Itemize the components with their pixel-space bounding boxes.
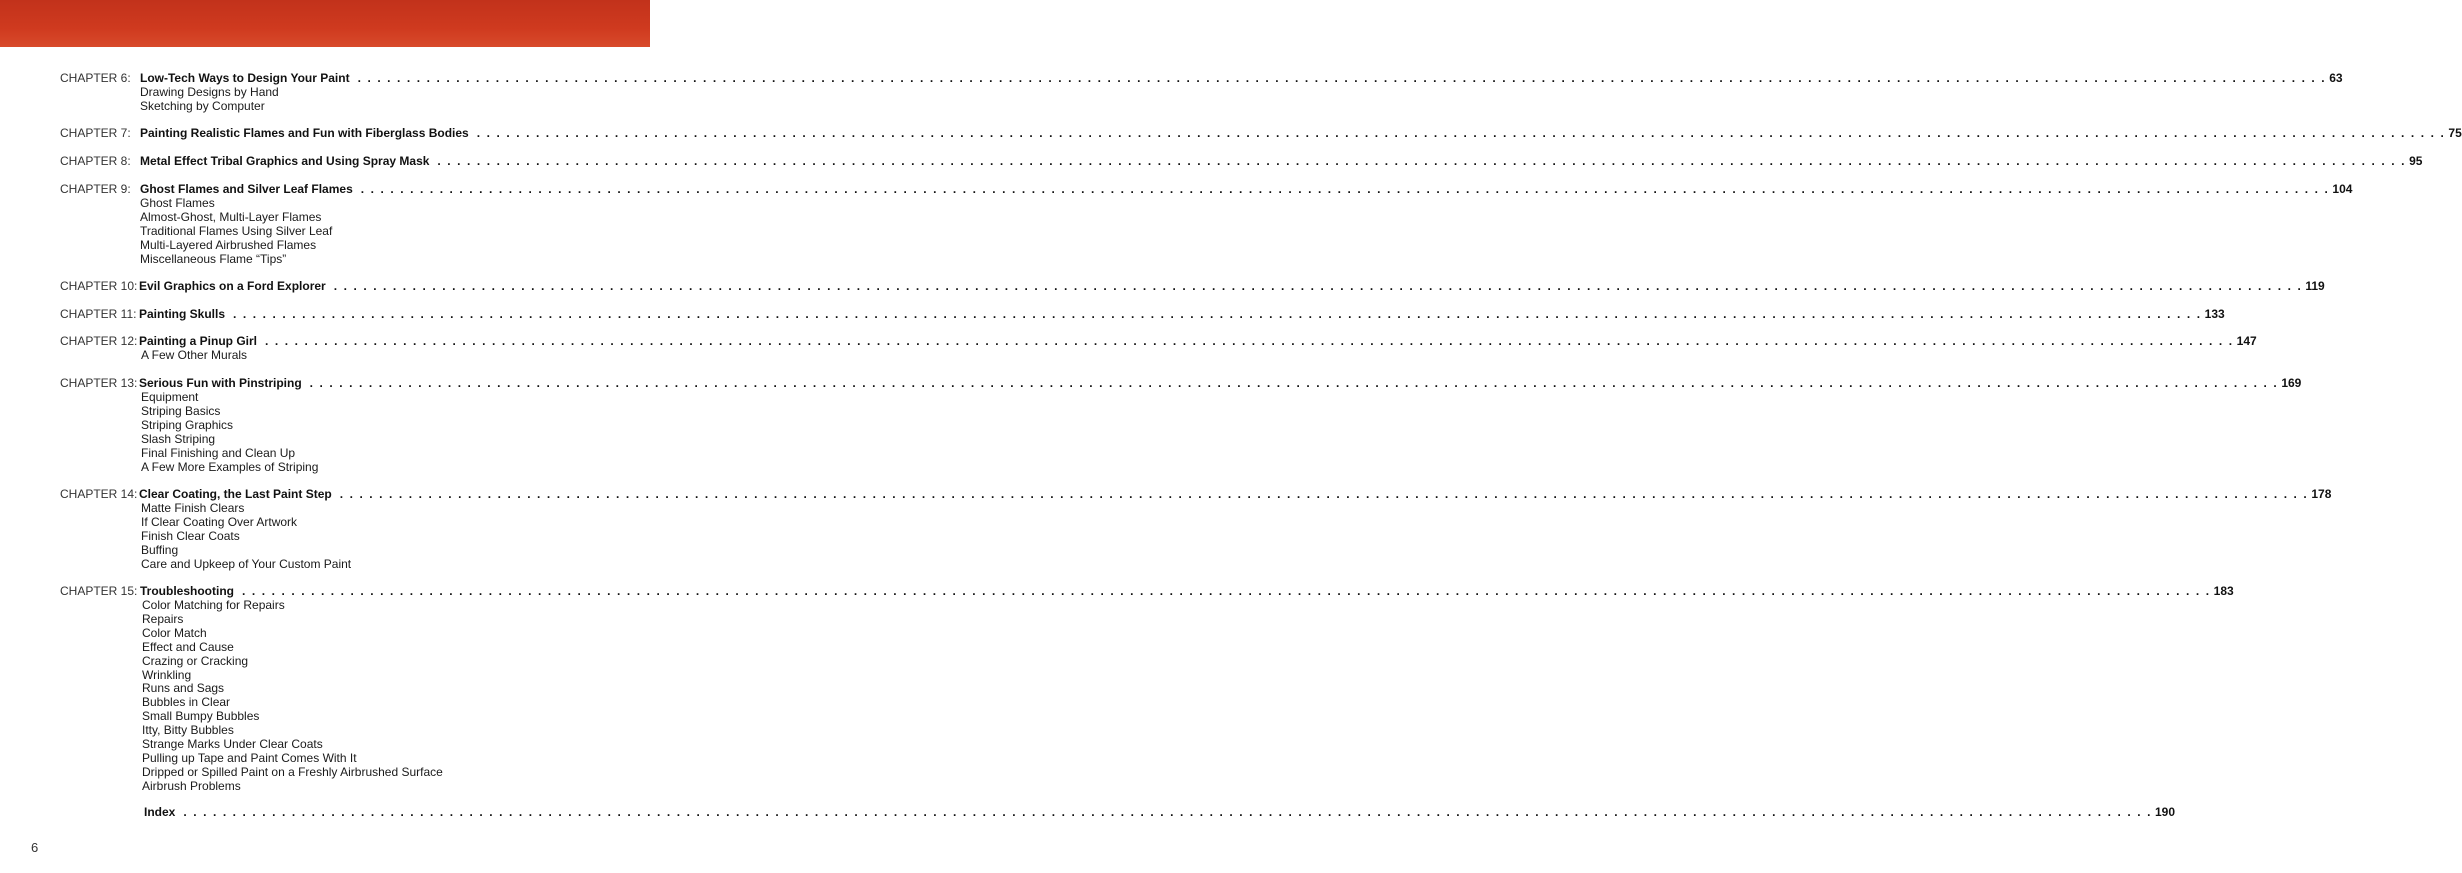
chapter-page-number: 95 <box>2409 154 2423 168</box>
dot-leader: . . . . . . . . . . . . . . . . . . . . . . . . . . . . . . . . . . . . . . . . . . . . . . . . . . . . . . . . . . . . . . . . . . . . . . . . . . . . . . . . . . . . . . . . . . . . . . . . . . . . . . . . . . . . . . . . . . . . . . . . . . . . . . . . . . . . . . . . . . . . . . . . . . . . . . . . . . . . . . . . . . . . . . . . . . . . . . . . . . . . . . . . . . . . . . . . . . . . . . . . <box>309 376 2279 390</box>
chapter-title: Troubleshooting <box>140 584 234 598</box>
section-item[interactable]: A Few Other Murals <box>141 348 248 362</box>
dot-leader: . . . . . . . . . . . . . . . . . . . . . . . . . . . . . . . . . . . . . . . . . . . . . . . . . . . . . . . . . . . . . . . . . . . . . . . . . . . . . . . . . . . . . . . . . . . . . . . . . . . . . . . . . . . . . . . . . . . . . . . . . . . . . . . . . . . . . . . . . . . . . . . . . . . . . . . . . . . . . . . . . . . . . . . . . . . . . . . . . . . . . . . . . . . . . . . . . . . . . . . . <box>333 279 2303 293</box>
toc-entry[interactable] <box>0 126 2462 141</box>
section-list <box>0 197 650 267</box>
toc-entry[interactable] <box>0 334 2257 363</box>
section-item[interactable]: Runs and Sags <box>142 681 225 696</box>
dot-leader: . . . . . . . . . . . . . . . . . . . . . . . . . . . . . . . . . . . . . . . . . . . . . . . . . . . . . . . . . . . . . . . . . . . . . . . . . . . . . . . . . . . . . . . . . . . . . . . . . . . . . . . . . . . . . . . . . . . . . . . . . . . . . . . . . . . . . . . . . . . . . . . . . . . . . . . . . . . . . . . . . . . . . . . . . . . . . . . . . . . . . . . . . . . . . . . . . . . . . . . . <box>476 126 2446 140</box>
section-item[interactable]: Almost-Ghost, Multi-Layer Flames <box>140 209 322 224</box>
chapter-page-number: 147 <box>2236 334 2257 348</box>
page-number: 6 <box>31 840 39 855</box>
chapter-title: Metal Effect Tribal Graphics and Using Spray Mask <box>140 154 430 168</box>
header-color-band <box>0 0 650 47</box>
section-item[interactable]: Traditional Flames Using Silver Leaf <box>140 223 333 238</box>
chapter-page-number: 104 <box>2332 182 2353 196</box>
toc-entry[interactable] <box>0 584 2234 794</box>
dot-leader: . . . . . . . . . . . . . . . . . . . . . . . . . . . . . . . . . . . . . . . . . . . . . . . . . . . . . . . . . . . . . . . . . . . . . . . . . . . . . . . . . . . . . . . . . . . . . . . . . . . . . . . . . . . . . . . . . . . . . . . . . . . . . . . . . . . . . . . . . . . . . . . . . . . . . . . . . . . . . . . . . . . . . . . . . . . . . . . . . . . . . . . . . . . . . . . . . . . . . . . . <box>265 334 2234 348</box>
section-item[interactable]: Striping Graphics <box>141 417 234 432</box>
dot-leader: . . . . . . . . . . . . . . . . . . . . . . . . . . . . . . . . . . . . . . . . . . . . . . . . . . . . . . . . . . . . . . . . . . . . . . . . . . . . . . . . . . . . . . . . . . . . . . . . . . . . . . . . . . . . . . . . . . . . . . . . . . . . . . . . . . . . . . . . . . . . . . . . . . . . . . . . . . . . . . . . . . . . . . . . . . . . . . . . . . . . . . . . . . . . . . . . . . . . . . . . <box>357 71 2327 85</box>
section-list <box>0 502 650 572</box>
chapter-label: CHAPTER 6: <box>60 71 131 85</box>
dot-leader: . . . . . . . . . . . . . . . . . . . . . . . . . . . . . . . . . . . . . . . . . . . . . . . . . . . . . . . . . . . . . . . . . . . . . . . . . . . . . . . . . . . . . . . . . . . . . . . . . . . . . . . . . . . . . . . . . . . . . . . . . . . . . . . . . . . . . . . . . . . . . . . . . . . . . . . . . . . . . . . . . . . . . . . . . . . . . . . . . . . . . . . . . . . . . . . . . . . . . . . . <box>242 584 2211 598</box>
index-title: Index <box>144 805 176 819</box>
section-item[interactable]: Airbrush Problems <box>142 778 241 793</box>
section-item[interactable]: Matte Finish Clears <box>141 501 245 515</box>
section-item[interactable]: Itty, Bitty Bubbles <box>142 723 234 738</box>
section-item[interactable]: Multi-Layered Airbrushed Flames <box>140 237 317 252</box>
toc-entry[interactable] <box>0 376 2302 474</box>
chapter-page-number: 63 <box>2329 71 2343 85</box>
section-item[interactable]: Finish Clear Coats <box>141 528 240 543</box>
section-item[interactable]: If Clear Coating Over Artwork <box>141 514 298 529</box>
chapter-label: CHAPTER 11: <box>60 307 137 321</box>
section-item[interactable]: Dripped or Spilled Paint on a Freshly Airbrushed Surface <box>142 764 443 779</box>
section-item[interactable]: Drawing Designs by Hand <box>140 85 279 99</box>
dot-leader: . . . . . . . . . . . . . . . . . . . . . . . . . . . . . . . . . . . . . . . . . . . . . . . . . . . . . . . . . . . . . . . . . . . . . . . . . . . . . . . . . . . . . . . . . . . . . . . . . . . . . . . . . . . . . . . . . . . . . . . . . . . . . . . . . . . . . . . . . . . . . . . . . . . . . . . . . . . . . . . . . . . . . . . . . . . . . . . . . . . . . . . . . . . . . . . . . . . . . . . . <box>360 182 2330 196</box>
section-item[interactable]: Ghost Flames <box>140 196 215 210</box>
chapter-title: Painting Skulls <box>139 307 226 321</box>
chapter-page-number: 75 <box>2448 126 2462 140</box>
chapter-title: Evil Graphics on a Ford Explorer <box>139 279 326 293</box>
toc-entry[interactable] <box>0 71 2343 114</box>
section-item[interactable]: Miscellaneous Flame “Tips” <box>140 251 287 266</box>
section-item[interactable]: Equipment <box>141 390 199 404</box>
chapter-label: CHAPTER 14: <box>60 487 138 501</box>
section-item[interactable]: Strange Marks Under Clear Coats <box>142 737 323 752</box>
chapter-title: Low-Tech Ways to Design Your Paint <box>140 71 350 85</box>
chapter-label: CHAPTER 12: <box>60 334 138 348</box>
section-item[interactable]: A Few More Examples of Striping <box>141 459 319 474</box>
chapter-title: Painting Realistic Flames and Fun with Fiberglass Bodies <box>140 126 469 140</box>
chapter-title: Ghost Flames and Silver Leaf Flames <box>140 182 353 196</box>
section-list <box>0 86 650 114</box>
section-list <box>0 349 650 363</box>
section-item[interactable]: Final Finishing and Clean Up <box>141 445 296 460</box>
section-item[interactable]: Color Matching for Repairs <box>142 598 285 612</box>
section-item[interactable]: Buffing <box>141 542 179 557</box>
chapter-page-number: 169 <box>2281 376 2302 390</box>
section-item[interactable]: Wrinkling <box>142 667 192 682</box>
section-item[interactable]: Pulling up Tape and Paint Comes With It <box>142 750 357 765</box>
dot-leader: . . . . . . . . . . . . . . . . . . . . . . . . . . . . . . . . . . . . . . . . . . . . . . . . . . . . . . . . . . . . . . . . . . . . . . . . . . . . . . . . . . . . . . . . . . . . . . . . . . . . . . . . . . . . . . . . . . . . . . . . . . . . . . . . . . . . . . . . . . . . . . . . . . . . . . . . . . . . . . . . . . . . . . . . . . . . . . . . . . . . . . . . . . . . . . . . . . . . . . . . <box>437 154 2407 168</box>
chapter-label: CHAPTER 10: <box>60 279 138 293</box>
chapter-label: CHAPTER 15: <box>60 584 138 598</box>
chapter-title: Serious Fun with Pinstriping <box>139 376 302 390</box>
section-item[interactable]: Crazing or Cracking <box>142 653 249 668</box>
toc-entry-index[interactable] <box>0 805 2176 820</box>
toc-entry[interactable] <box>0 279 2325 294</box>
section-item[interactable]: Slash Striping <box>141 431 216 446</box>
section-item[interactable]: Repairs <box>142 611 184 626</box>
index-page-number: 190 <box>2155 805 2176 819</box>
chapter-title: Painting a Pinup Girl <box>139 334 258 348</box>
chapter-title: Clear Coating, the Last Paint Step <box>139 487 332 501</box>
chapter-label: CHAPTER 9: <box>60 182 131 196</box>
section-item[interactable]: Effect and Cause <box>142 639 234 654</box>
dot-leader: . . . . . . . . . . . . . . . . . . . . . . . . . . . . . . . . . . . . . . . . . . . . . . . . . . . . . . . . . . . . . . . . . . . . . . . . . . . . . . . . . . . . . . . . . . . . . . . . . . . . . . . . . . . . . . . . . . . . . . . . . . . . . . . . . . . . . . . . . . . . . . . . . . . . . . . . . . . . . . . . . . . . . . . . . . . . . . . . . . . . . . . . . . . . . . . . . . . . . . . . <box>233 307 2202 321</box>
chapter-page-number: 183 <box>2213 584 2234 598</box>
chapter-page-number: 178 <box>2311 487 2332 501</box>
chapter-label: CHAPTER 13: <box>60 376 138 390</box>
chapter-label: CHAPTER 8: <box>60 154 131 168</box>
section-item[interactable]: Sketching by Computer <box>140 98 265 113</box>
toc-entry[interactable] <box>0 487 2332 572</box>
dot-leader: . . . . . . . . . . . . . . . . . . . . . . . . . . . . . . . . . . . . . . . . . . . . . . . . . . . . . . . . . . . . . . . . . . . . . . . . . . . . . . . . . . . . . . . . . . . . . . . . . . . . . . . . . . . . . . . . . . . . . . . . . . . . . . . . . . . . . . . . . . . . . . . . . . . . . . . . . . . . . . . . . . . . . . . . . . . . . . . . . . . . . . . . . . . . . . . . . . . . . . . . <box>339 487 2309 501</box>
toc-entry[interactable] <box>0 182 2353 267</box>
chapter-page-number: 133 <box>2204 307 2225 321</box>
section-list <box>0 599 650 794</box>
section-item[interactable]: Small Bumpy Bubbles <box>142 709 260 724</box>
section-item[interactable]: Care and Upkeep of Your Custom Paint <box>141 556 352 571</box>
section-item[interactable]: Striping Basics <box>141 403 221 418</box>
chapter-page-number: 119 <box>2305 279 2325 293</box>
toc-entry[interactable] <box>0 154 2423 169</box>
section-item[interactable]: Color Match <box>142 625 207 640</box>
section-item[interactable]: Bubbles in Clear <box>142 695 231 710</box>
dot-leader: . . . . . . . . . . . . . . . . . . . . . . . . . . . . . . . . . . . . . . . . . . . . . . . . . . . . . . . . . . . . . . . . . . . . . . . . . . . . . . . . . . . . . . . . . . . . . . . . . . . . . . . . . . . . . . . . . . . . . . . . . . . . . . . . . . . . . . . . . . . . . . . . . . . . . . . . . . . . . . . . . . . . . . . . . . . . . . . . . . . . . . . . . . . . . . . . . . . . . . . . <box>183 805 2152 819</box>
section-list <box>0 391 650 474</box>
chapter-label: CHAPTER 7: <box>60 126 131 140</box>
toc-entry[interactable] <box>0 307 2225 322</box>
